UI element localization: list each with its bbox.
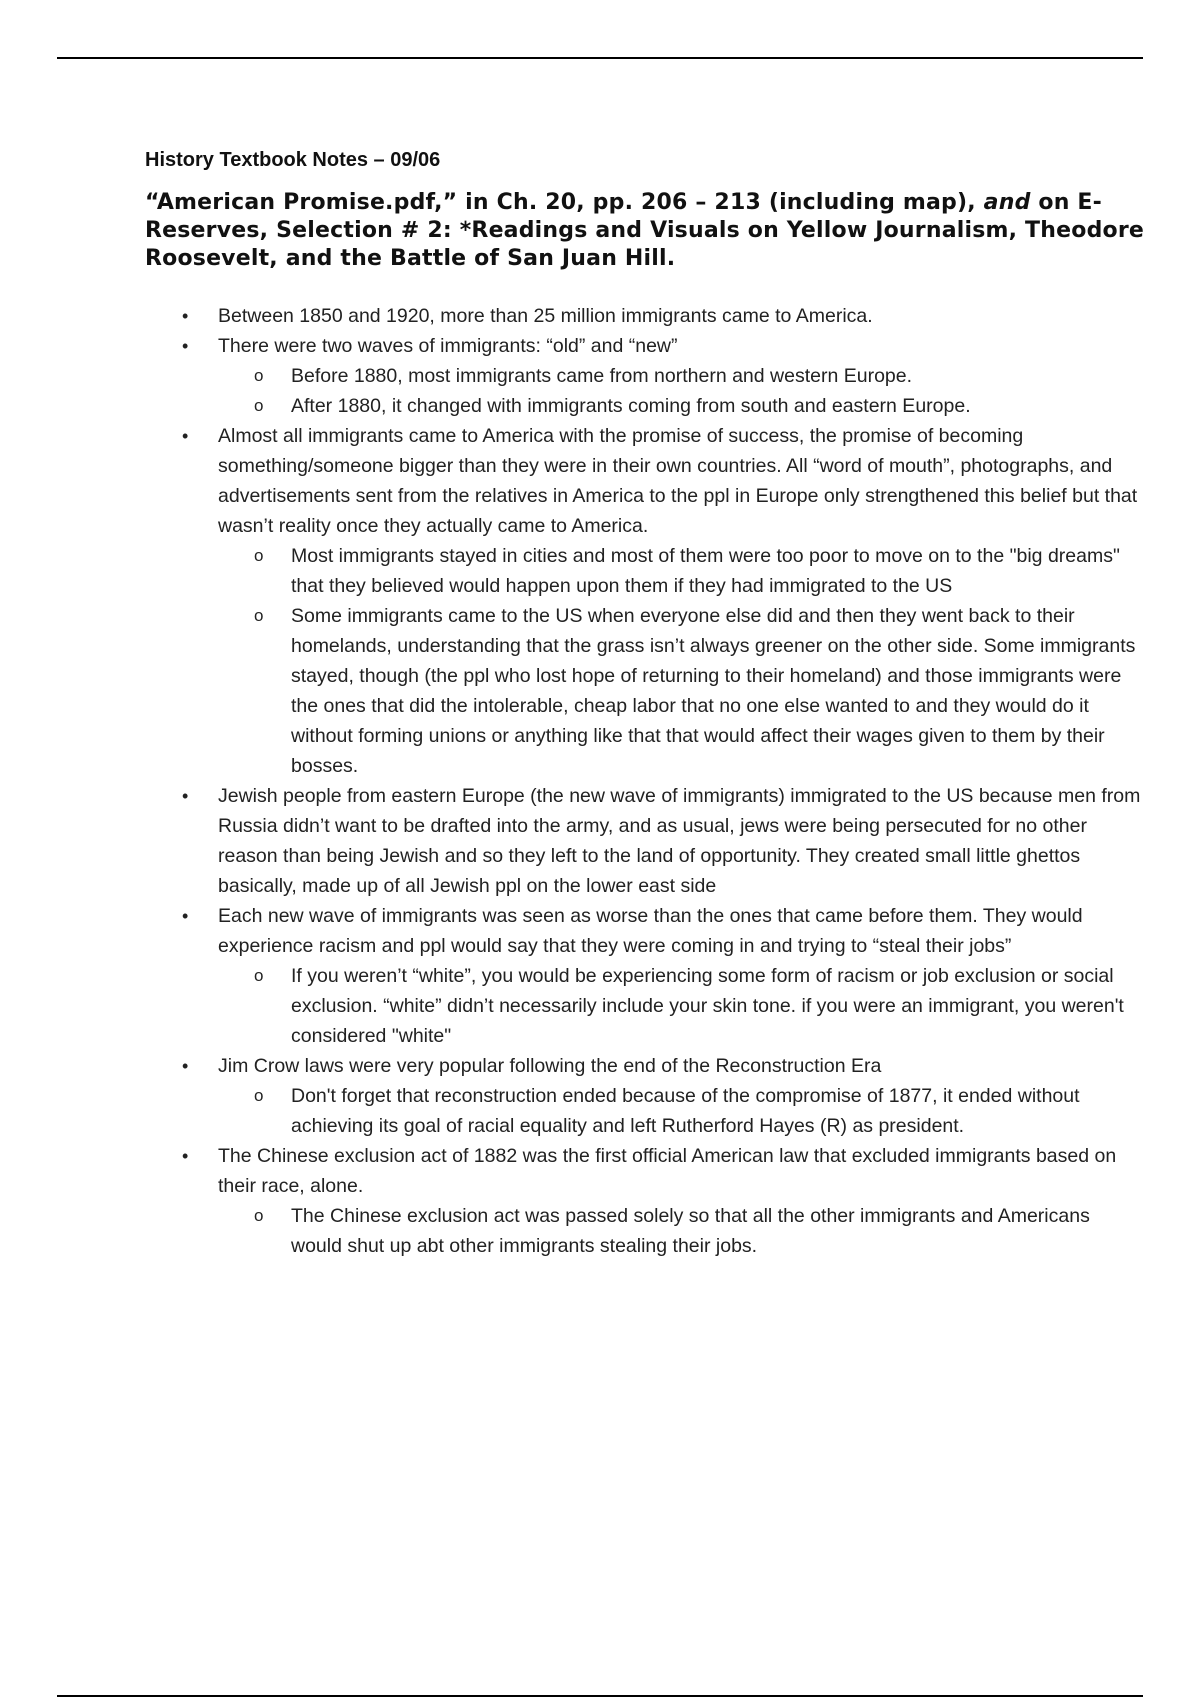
bullet-text: Almost all immigrants came to America with the promise of success, the promise of becoming something/someone bigger than they were in their own countries. All “word of mouth”, photographs, and advertisements sent from the relatives in America to the ppl in Europe only strengthened this belief but that wasn’t reality once they actually came to America. xyxy=(218,425,1138,537)
hollow-circle-bullet-icon: o xyxy=(254,366,264,385)
document-heading xyxy=(145,189,1145,273)
heading-part-1: “American Promise.pdf,” in Ch. 20, pp. 206 – 213 (including map), xyxy=(145,190,984,215)
hollow-circle-bullet-icon: o xyxy=(254,1086,264,1105)
bullet-dot-icon: • xyxy=(182,1146,189,1166)
bullet-text: Each new wave of immigrants was seen as worse than the ones that came before them. They would experience racism and ppl would say that they were coming in and trying to “steal their jobs” xyxy=(218,905,1083,957)
sub-bullet-text: After 1880, it changed with immigrants coming from south and eastern Europe. xyxy=(291,395,971,417)
bullet-dot-icon: • xyxy=(182,336,189,356)
document-title: History Textbook Notes – 09/06 xyxy=(145,149,441,171)
bullet-dot-icon: • xyxy=(182,1056,189,1076)
bullet-dot-icon: • xyxy=(182,906,189,926)
bullet-text: Jim Crow laws were very popular following the end of the Reconstruction Era xyxy=(218,1055,882,1077)
sub-bullet-item xyxy=(218,1201,1145,1261)
sub-bullet-list xyxy=(218,1081,1145,1141)
sub-bullet-text: If you weren’t “white”, you would be experiencing some form of racism or job exclusion or social exclusion. “white” didn’t necessarily include your skin tone. if you were an immigrant, you weren't considered "white" xyxy=(291,965,1124,1047)
bullet-item xyxy=(145,781,1145,901)
hollow-circle-bullet-icon: o xyxy=(254,396,264,415)
sub-bullet-text: The Chinese exclusion act was passed solely so that all the other immigrants and Americans would shut up abt other immigrants stealing their jobs. xyxy=(291,1205,1090,1257)
sub-bullet-item xyxy=(218,541,1145,601)
hollow-circle-bullet-icon: o xyxy=(254,546,264,565)
sub-bullet-text: Don't forget that reconstruction ended because of the compromise of 1877, it ended without achieving its goal of racial equality and left Rutherford Hayes (R) as president. xyxy=(291,1085,1080,1137)
heading-part-2: on E-Reserves, Selection # 2: *Readings and Visuals on Yellow Journalism, Theodore Roosevelt, and the Battle of San Juan Hill. xyxy=(145,190,1144,271)
bullet-item xyxy=(145,901,1145,1051)
heading-italic: and xyxy=(983,190,1031,215)
bullet-text: The Chinese exclusion act of 1882 was the first official American law that excluded immigrants based on their race, alone. xyxy=(218,1145,1117,1197)
sub-bullet-text: Before 1880, most immigrants came from northern and western Europe. xyxy=(291,365,913,387)
bullet-text: Between 1850 and 1920, more than 25 million immigrants came to America. xyxy=(218,305,873,327)
hollow-circle-bullet-icon: o xyxy=(254,606,264,625)
sub-bullet-list xyxy=(218,361,1145,421)
sub-bullet-text: Most immigrants stayed in cities and most of them were too poor to move on to the "big dreams" that they believed would happen upon them if they had immigrated to the US xyxy=(291,545,1120,597)
sub-bullet-item xyxy=(218,361,1145,391)
sub-bullet-list xyxy=(218,1201,1145,1261)
hollow-circle-bullet-icon: o xyxy=(254,1206,264,1225)
sub-bullet-item xyxy=(218,961,1145,1051)
sub-bullet-list xyxy=(218,541,1145,781)
page-top-rule xyxy=(57,57,1143,59)
bullet-dot-icon: • xyxy=(182,426,189,446)
sub-bullet-item xyxy=(218,601,1145,781)
page-bottom-rule xyxy=(57,1695,1143,1697)
bullet-item xyxy=(145,331,1145,421)
sub-bullet-item xyxy=(218,1081,1145,1141)
document-body xyxy=(145,145,1145,1261)
bullet-text: Jewish people from eastern Europe (the new wave of immigrants) immigrated to the US because men from Russia didn’t want to be drafted into the army, and as usual, jews were being persecuted for no other reason than being Jewish and so they left to the land of opportunity. They created small little ghettos basically, made up of all Jewish ppl on the lower east side xyxy=(218,785,1141,897)
bullet-item xyxy=(145,301,1145,331)
notes-bullet-list xyxy=(145,301,1145,1261)
bullet-item xyxy=(145,421,1145,781)
sub-bullet-text: Some immigrants came to the US when everyone else did and then they went back to their homelands, understanding that the grass isn’t always greener on the other side. Some immigrants stayed, though (the ppl who lost hope of returning to their homeland) and those immigrants were the ones that did the intolerable, cheap labor that no one else wanted to and they would do it without forming unions or anything like that that would affect their wages given to them by their bosses. xyxy=(291,605,1136,777)
bullet-text: There were two waves of immigrants: “old” and “new” xyxy=(218,335,678,357)
hollow-circle-bullet-icon: o xyxy=(254,966,264,985)
bullet-dot-icon: • xyxy=(182,786,189,806)
sub-bullet-item xyxy=(218,391,1145,421)
bullet-item xyxy=(145,1141,1145,1261)
bullet-item xyxy=(145,1051,1145,1141)
sub-bullet-list xyxy=(218,961,1145,1051)
bullet-dot-icon: • xyxy=(182,306,189,326)
